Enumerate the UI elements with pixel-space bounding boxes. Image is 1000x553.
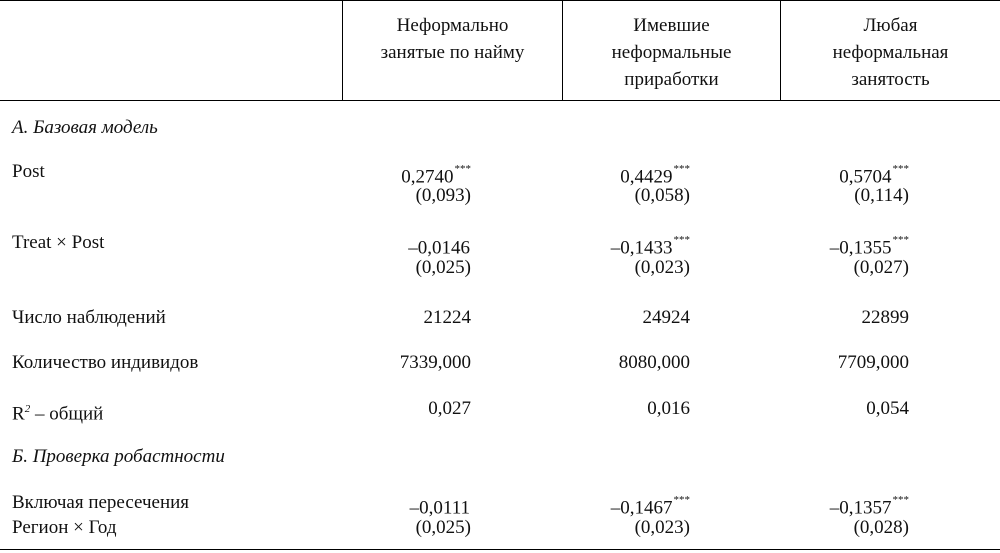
se-cell: (0,028) [853,517,909,538]
row-label-observations: Число наблюдений [12,307,166,328]
column-header-3 [781,12,1000,93]
column-header-line: занятые по найму [380,42,525,63]
row-label-interactions: Включая пересечения [12,492,190,513]
column-header-line: Любая [863,15,918,36]
r2-exponent: 2 [24,403,31,415]
value-cell: 7339,000 [399,352,471,373]
coef-value: 0,2740 [401,166,454,188]
value-cell: 21224 [423,307,471,328]
significance-stars: *** [892,494,909,506]
column-header-1 [343,12,562,66]
r2-label-text: – общий [30,403,104,425]
section-title-a: А. Базовая модель [12,117,158,138]
column-header-line: занятость [851,69,930,90]
top-rule [0,0,1000,1]
se-cell: (0,058) [634,185,690,206]
row-label-r2 [12,397,103,426]
coef-value: –0,1433 [610,237,673,259]
column-header-line: неформальная [832,42,949,63]
value-cell: 8080,000 [618,352,690,373]
value-cell: 22899 [861,307,909,328]
row-label-individuals: Количество индивидов [12,352,199,373]
coef-value: –0,1357 [829,497,892,519]
significance-stars: *** [673,494,690,506]
se-cell: (0,023) [634,257,690,278]
coef-value: –0,0111 [409,497,470,519]
value-cell: 24924 [642,307,690,328]
column-header-line: Имевшие [633,15,710,36]
r2-letter: R [12,403,25,425]
significance-stars: *** [892,234,909,246]
column-header-2 [563,12,780,93]
se-cell: (0,093) [415,185,471,206]
row-label-post: Post [12,161,45,182]
coef-value: –0,1467 [610,497,673,519]
coef-value: 0,5704 [839,166,892,188]
se-cell: (0,027) [853,257,909,278]
significance-stars: *** [673,234,690,246]
value-cell: 7709,000 [837,352,909,373]
value-cell: 0,054 [866,398,909,419]
coef-value: 0,4429 [620,166,673,188]
significance-stars: *** [673,163,690,175]
se-cell: (0,025) [415,517,471,538]
section-title-b: Б. Проверка робастности [12,446,225,467]
bottom-rule [0,549,1000,550]
row-label-treat-post: Treat × Post [12,232,105,253]
coef-value: –0,0146 [408,237,470,259]
se-cell: (0,023) [634,517,690,538]
column-header-line: неформальные [611,42,732,63]
se-cell: (0,114) [854,185,909,206]
row-label-interactions-2: Регион × Год [12,517,117,538]
se-cell: (0,025) [415,257,471,278]
column-header-line: приработки [624,69,719,90]
value-cell: 0,016 [647,398,690,419]
significance-stars: *** [892,163,909,175]
significance-stars: *** [454,163,471,175]
header-rule [0,100,1000,101]
column-header-line: Неформально [396,15,509,36]
value-cell: 0,027 [428,398,471,419]
coef-value: –0,1355 [829,237,892,259]
